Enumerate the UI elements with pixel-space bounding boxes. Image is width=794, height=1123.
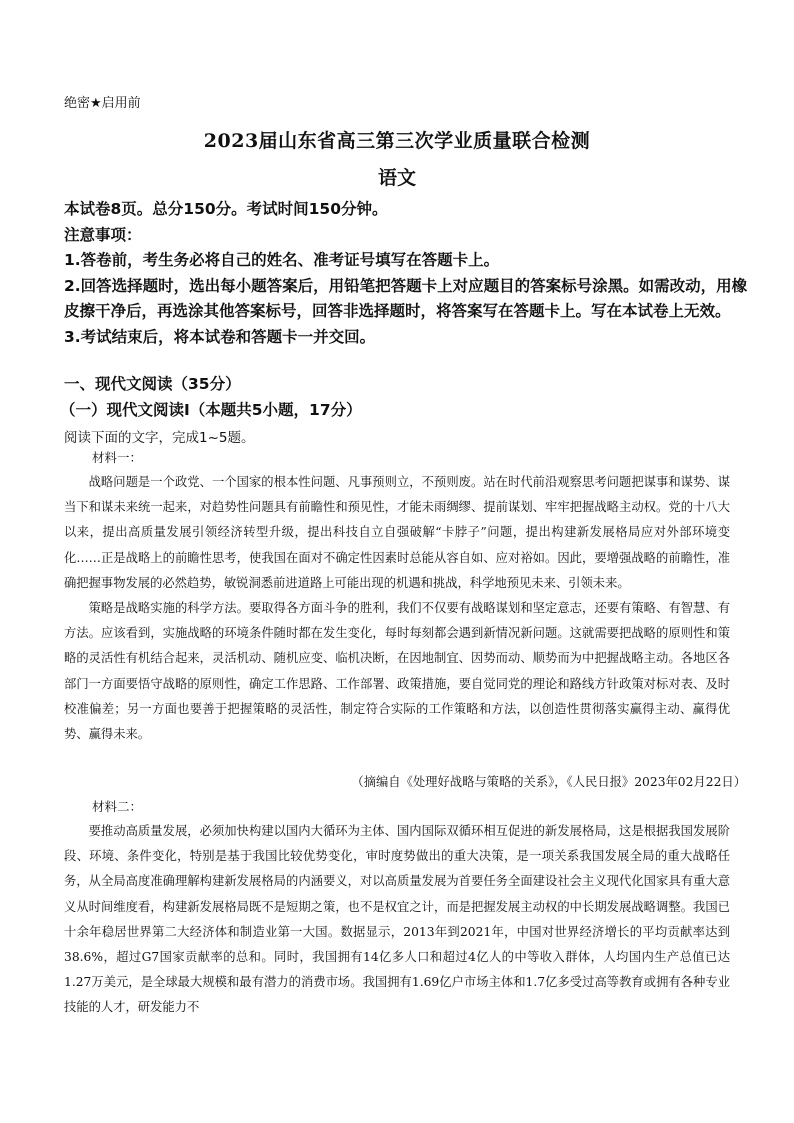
material-1-body	[64, 470, 730, 747]
confidential-mark: 绝密★启用前	[64, 96, 141, 111]
section-heading: 一、现代文阅读（35分）	[64, 375, 241, 393]
material-1-source: （摘编自《处理好战略与策略的关系》，《人民日报》2023年02月22日）	[351, 775, 746, 789]
instruction-item: 1.答卷前，考生务必将自己的姓名、准考证号填写在答题卡上。	[64, 251, 500, 269]
subsection-heading: （一）现代文阅读Ⅰ（本题共5小题，17分）	[60, 401, 362, 419]
reading-lead: 阅读下面的文字，完成1~5题。	[64, 430, 255, 446]
notice-label: 注意事项：	[64, 225, 142, 244]
paragraph: 战略问题是一个政党、一个国家的根本性问题、凡事预则立，不预则废。站在时代前沿观察思考问题把谋事和谋势、谋当下和谋未来统一起来，对趋势性问题具有前瞻性和预见性，才能未雨绸缪、提前谋划、牢牢把握战略主动权。党的十八大以来，提出高质量发展引领经济转型升级，提出科技自立自强破解“卡脖子”问题，提出构建新发展格局应对外部环境变化……正是战略上的前瞻性思考，使我国在面对不确定性因素时总能从容自如、应对裕如。因此，要增强战略的前瞻性，准确把握事物发展的必然趋势，敏锐洞悉前进道路上可能出现的机遇和挑战，科学地预见未来、引领未来。	[64, 475, 730, 590]
paragraph: 策略是战略实施的科学方法。要取得各方面斗争的胜利，我们不仅要有战略谋划和坚定意志，还要有策略、有智慧、有方法。应该看到，实施战略的环境条件随时都在发生变化，每时每刻都会遇到新情况新问题。这就需要把战略的原则性和策略的灵活性有机结合起来，灵活机动、随机应变、临机决断，在因地制宜、因势而动、顺势而为中把握战略主动。各地区各部门一方面要悟守战略的原则性，确定工作思路、工作部署、政策措施，要自觉同党的理论和路线方针政策对标对表、及时校准偏差；另一方面也要善于把握策略的灵活性，制定符合实际的工作策略和方法，以创造性贯彻落实赢得主动、赢得优势、赢得未来。	[64, 601, 730, 742]
exam-title: 2023届山东省高三第三次学业质量联合检测	[203, 130, 591, 152]
paragraph: 要推动高质量发展，必须加快构建以国内大循环为主体、国内国际双循环相互促进的新发展格局，这是根据我国发展阶段、环境、条件变化，特别是基于我国比较优势变化，审时度势做出的重大决策，是一项关系我国发展全局的重大战略任务，从全局高度准确理解构建新发展格局的内涵要义，对以高质量发展为首要任务全面建设社会主义现代化国家具有重大意义从时间维度看，构建新发展格局既不是短期之策，也不是权宜之计，而是把握发展主动权的中长期发展战略调整。我国已十余年稳居世界第二大经济体和制造业第一大国。数据显示，2013年到2021年，中国对世界经济增长的平均贡献率达到38.6%，超过G7国家贡献率的总和。同时，我国拥有14亿多人口和超过4亿人的中等收入群体，人均国内生产总值已达1.27万美元，是全球最大规模和最有潜力的消费市场。我国拥有1.69亿户市场主体和1.7亿多受过高等教育或拥有各种专业技能的人才，研发能力不	[64, 824, 730, 1015]
instruction-item: 2.回答选择题时，选出每小题答案后，用铅笔把答题卡上对应题目的答案标号涂黑。如需改动，用橡皮擦干净后，再选涂其他答案标号，回答非选择题时，将答案写在答题卡上。写在本试卷上无效。	[64, 276, 748, 320]
material-1-label: 材料一：	[92, 450, 143, 465]
instruction-item: 3.考试结束后，将本试卷和答题卡一并交回。	[64, 327, 376, 346]
subject-title: 语文	[377, 167, 416, 189]
material-2-body	[64, 819, 730, 1021]
exam-info: 本试卷8页。总分150分。考试时间150分钟。	[64, 200, 388, 218]
instructions	[64, 197, 754, 350]
material-2-label: 材料二：	[92, 799, 143, 814]
